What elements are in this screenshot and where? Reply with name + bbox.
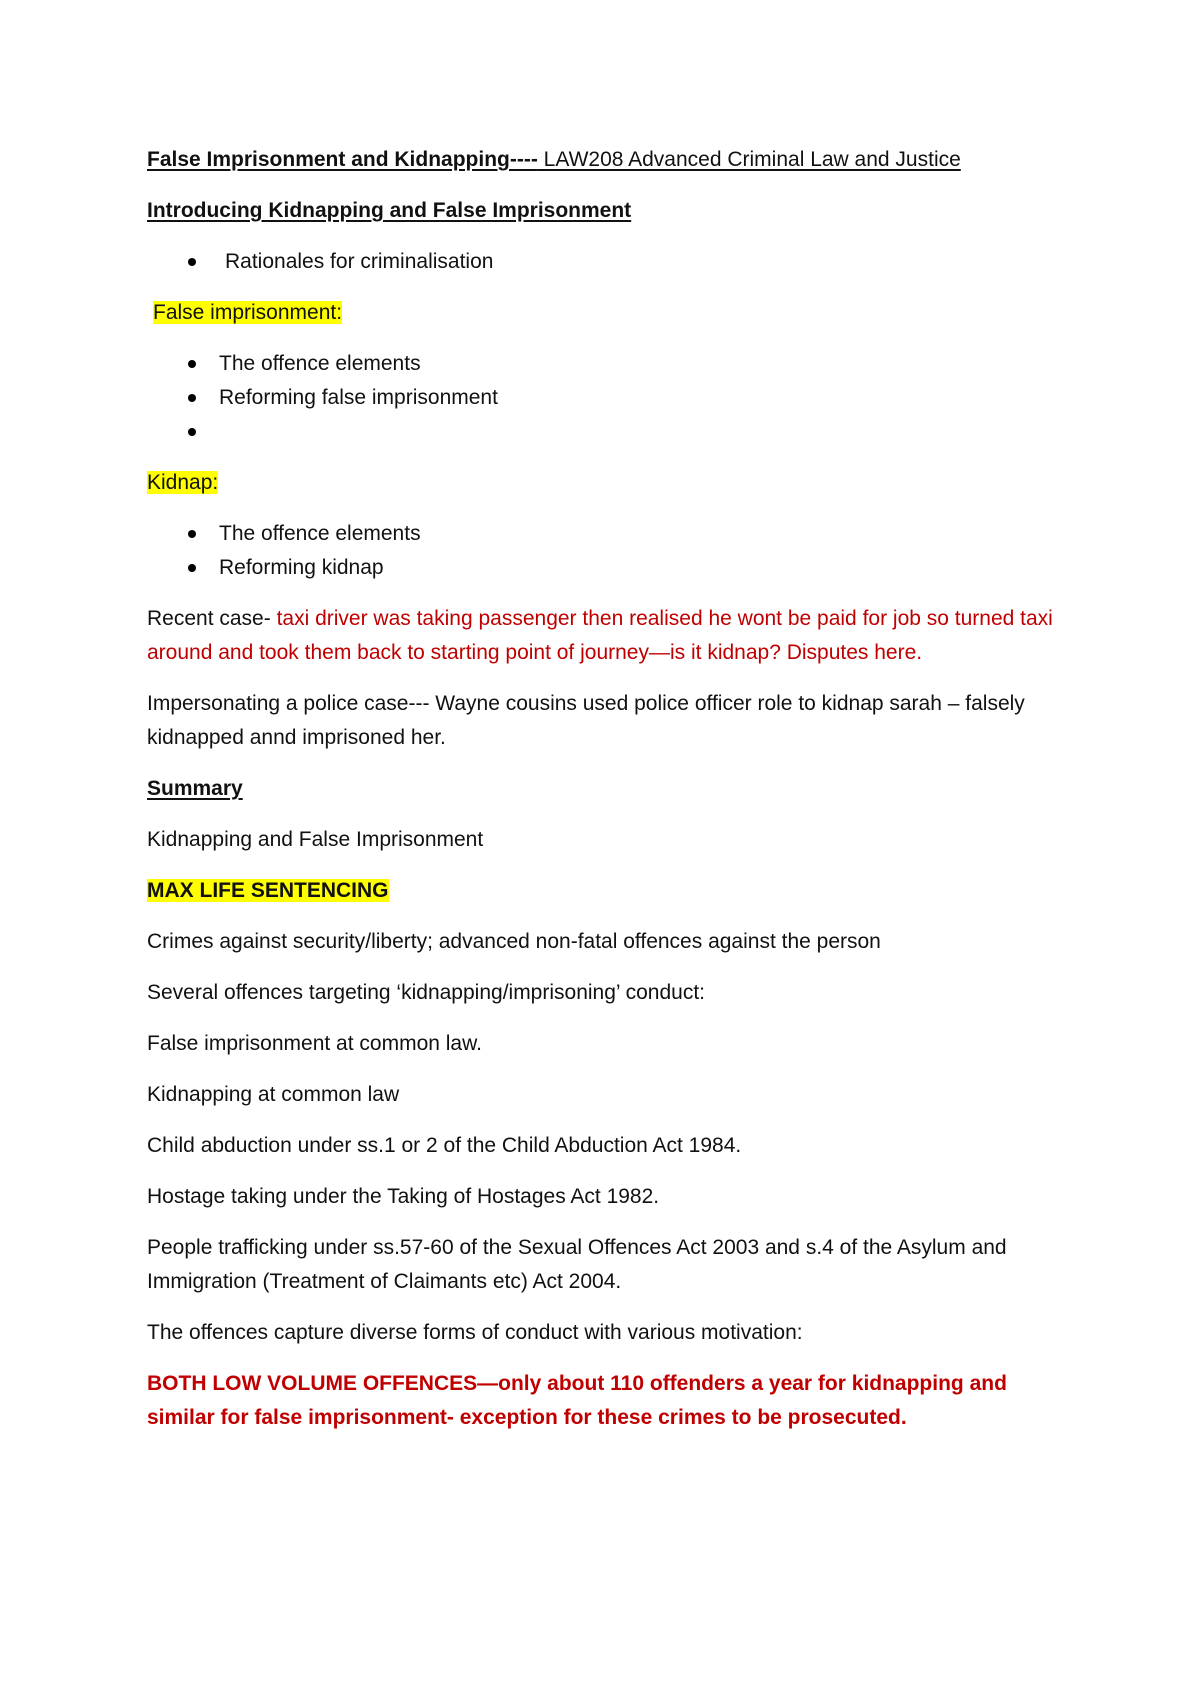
intro-bullet-list [147, 245, 1077, 279]
false-imprisonment-label: False imprisonment: [153, 301, 343, 324]
list-item: The offence elements [147, 347, 1077, 381]
title-course: LAW208 Advanced Criminal Law and Justice [537, 148, 961, 171]
low-volume-paragraph: BOTH LOW VOLUME OFFENCES—only about 110 offenders a year for kidnapping and similar for false imprisonment- exception for these crimes to be prosecuted. [147, 1372, 1007, 1429]
kidnap-bullet-list [147, 517, 1077, 585]
crimes-against-paragraph: Crimes against security/liberty; advanced non-fatal offences against the person [147, 930, 881, 953]
false-imprisonment-bullet-list [147, 347, 1077, 449]
list-item: Reforming false imprisonment [147, 381, 1077, 415]
offence-line: False imprisonment at common law. [147, 1032, 482, 1055]
document-body [147, 143, 1077, 1452]
summary-line: Kidnapping and False Imprisonment [147, 828, 484, 851]
recent-case-text: taxi driver was taking passenger then realised he wont be paid for job so turned taxi around and took them back to starting point of journey—is it kidnap? Disputes here. [147, 607, 1053, 664]
kidnap-label-line [147, 466, 1077, 500]
false-imprisonment-label-line [147, 296, 1077, 330]
list-item: Reforming kidnap [147, 551, 1077, 585]
police-case-paragraph: Impersonating a police case--- Wayne cousins used police officer role to kidnap sarah – falsely kidnapped annd imprisoned her. [147, 692, 1025, 749]
offence-line: Kidnapping at common law [147, 1083, 400, 1106]
offence-line: Hostage taking under the Taking of Hostages Act 1982. [147, 1185, 660, 1208]
recent-case-lead: Recent case- [147, 607, 277, 630]
several-offences-paragraph: Several offences targeting ‘kidnapping/imprisoning’ conduct: [147, 981, 706, 1004]
list-item: The offence elements [147, 517, 1077, 551]
intro-heading: Introducing Kidnapping and False Imprisonment [147, 199, 632, 222]
max-life-line [147, 874, 1077, 908]
diverse-forms-paragraph: The offences capture diverse forms of conduct with various motivation: [147, 1321, 803, 1344]
summary-heading: Summary [147, 777, 243, 800]
offence-line: People trafficking under ss.57-60 of the Sexual Offences Act 2003 and s.4 of the Asylum and Immigration (Treatment of Claimants etc) Act 2004. [147, 1236, 1007, 1293]
list-item [147, 415, 1077, 449]
offence-line: Child abduction under ss.1 or 2 of the Child Abduction Act 1984. [147, 1134, 742, 1157]
recent-case-paragraph [147, 602, 1077, 670]
list-item: Rationales for criminalisation [147, 245, 1077, 279]
document-title [147, 143, 1077, 177]
max-life-sentencing: MAX LIFE SENTENCING [147, 879, 389, 902]
kidnap-label: Kidnap: [147, 471, 219, 494]
title-bold: False Imprisonment and Kidnapping---- [147, 148, 538, 171]
